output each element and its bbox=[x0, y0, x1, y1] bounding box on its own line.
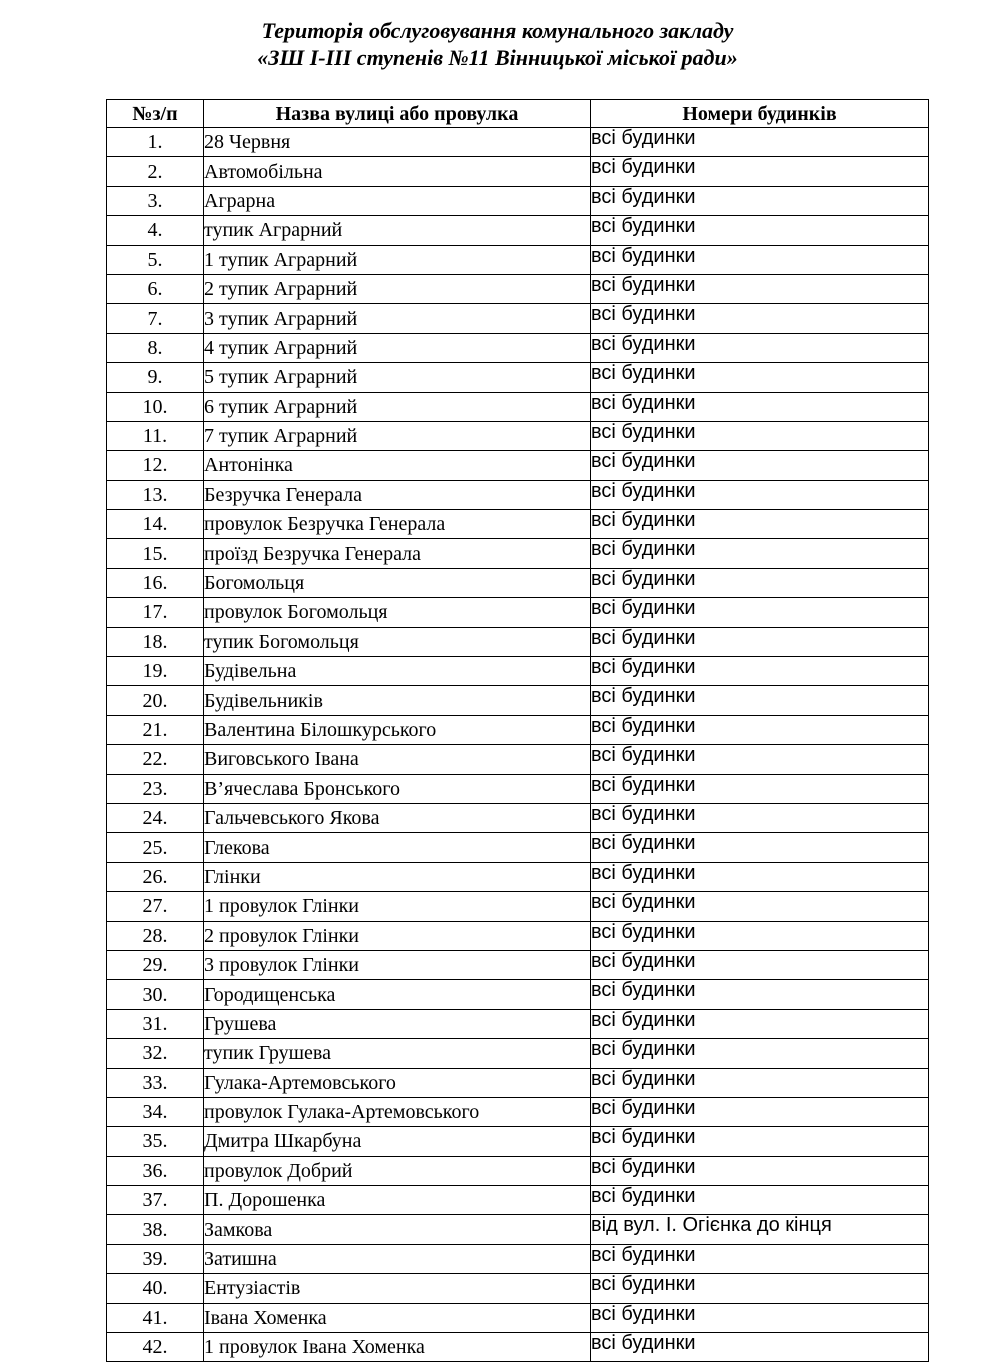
table-row bbox=[107, 1186, 929, 1215]
table-row bbox=[107, 1333, 929, 1362]
table-row bbox=[107, 1127, 929, 1156]
house-numbers: всі будинки bbox=[591, 539, 929, 568]
row-number: 22. bbox=[107, 745, 204, 774]
house-numbers: всі будинки bbox=[591, 921, 929, 950]
street-name: Глінки bbox=[204, 862, 591, 891]
house-numbers: всі будинки bbox=[591, 892, 929, 921]
table-row bbox=[107, 363, 929, 392]
row-number: 23. bbox=[107, 774, 204, 803]
row-number: 41. bbox=[107, 1303, 204, 1332]
street-name: 3 тупик Аграрний bbox=[204, 304, 591, 333]
house-numbers: всі будинки bbox=[591, 568, 929, 597]
table-row bbox=[107, 245, 929, 274]
house-numbers: всі будинки bbox=[591, 451, 929, 480]
street-name: 28 Червня bbox=[204, 128, 591, 157]
street-name: Замкова bbox=[204, 1215, 591, 1244]
house-numbers: всі будинки bbox=[591, 216, 929, 245]
table-row bbox=[107, 921, 929, 950]
street-name: тупик Богомольця bbox=[204, 627, 591, 656]
table-row bbox=[107, 421, 929, 450]
street-name: 1 провулок Глінки bbox=[204, 892, 591, 921]
house-numbers: всі будинки bbox=[591, 1244, 929, 1273]
house-numbers: всі будинки bbox=[591, 774, 929, 803]
table-row bbox=[107, 392, 929, 421]
house-numbers: всі будинки bbox=[591, 333, 929, 362]
row-number: 37. bbox=[107, 1186, 204, 1215]
house-numbers: всі будинки bbox=[591, 1009, 929, 1038]
table-row bbox=[107, 274, 929, 303]
table-row bbox=[107, 480, 929, 509]
street-name: Будівельників bbox=[204, 686, 591, 715]
street-name: 3 провулок Глінки bbox=[204, 950, 591, 979]
row-number: 1. bbox=[107, 128, 204, 157]
house-numbers: всі будинки bbox=[591, 480, 929, 509]
row-number: 39. bbox=[107, 1244, 204, 1273]
row-number: 32. bbox=[107, 1039, 204, 1068]
street-name: Грушева bbox=[204, 1009, 591, 1038]
table-row bbox=[107, 862, 929, 891]
row-number: 25. bbox=[107, 833, 204, 862]
row-number: 30. bbox=[107, 980, 204, 1009]
street-name: тупик Аграрний bbox=[204, 216, 591, 245]
header-street: Назва вулиці або провулка bbox=[204, 100, 591, 128]
table-row bbox=[107, 745, 929, 774]
street-name: Гальчевського Якова bbox=[204, 803, 591, 832]
row-number: 27. bbox=[107, 892, 204, 921]
house-numbers: всі будинки bbox=[591, 1156, 929, 1185]
street-name: 2 тупик Аграрний bbox=[204, 274, 591, 303]
row-number: 5. bbox=[107, 245, 204, 274]
row-number: 10. bbox=[107, 392, 204, 421]
row-number: 28. bbox=[107, 921, 204, 950]
row-number: 38. bbox=[107, 1215, 204, 1244]
house-numbers: всі будинки bbox=[591, 657, 929, 686]
street-name: Богомольця bbox=[204, 568, 591, 597]
house-numbers: всі будинки bbox=[591, 421, 929, 450]
house-numbers: всі будинки bbox=[591, 980, 929, 1009]
house-numbers: всі будинки bbox=[591, 1303, 929, 1332]
house-numbers: всі будинки bbox=[591, 1333, 929, 1362]
table-row bbox=[107, 128, 929, 157]
house-numbers: від вул. І. Огієнка до кінця bbox=[591, 1215, 929, 1244]
street-name: Затишна bbox=[204, 1244, 591, 1273]
table-row bbox=[107, 686, 929, 715]
house-numbers: всі будинки bbox=[591, 1068, 929, 1097]
house-numbers: всі будинки bbox=[591, 157, 929, 186]
table-row bbox=[107, 1303, 929, 1332]
row-number: 40. bbox=[107, 1274, 204, 1303]
street-name: Антонінка bbox=[204, 451, 591, 480]
house-numbers: всі будинки bbox=[591, 245, 929, 274]
house-numbers: всі будинки bbox=[591, 1039, 929, 1068]
street-name: провулок Безручка Генерала bbox=[204, 510, 591, 539]
table-row bbox=[107, 627, 929, 656]
row-number: 29. bbox=[107, 950, 204, 979]
street-name: В’ячеслава Бронського bbox=[204, 774, 591, 803]
street-name: 2 провулок Глінки bbox=[204, 921, 591, 950]
house-numbers: всі будинки bbox=[591, 1097, 929, 1126]
house-numbers: всі будинки bbox=[591, 363, 929, 392]
street-name: Дмитра Шкарбуна bbox=[204, 1127, 591, 1156]
street-name: провулок Гулака-Артемовського bbox=[204, 1097, 591, 1126]
table-row bbox=[107, 568, 929, 597]
document-title-line-1: Територія обслуговування комунального закладу bbox=[261, 18, 734, 43]
row-number: 31. bbox=[107, 1009, 204, 1038]
row-number: 13. bbox=[107, 480, 204, 509]
table-row bbox=[107, 1274, 929, 1303]
row-number: 35. bbox=[107, 1127, 204, 1156]
street-name: Гулака-Артемовського bbox=[204, 1068, 591, 1097]
table-row bbox=[107, 980, 929, 1009]
table-row bbox=[107, 1097, 929, 1126]
table-row bbox=[107, 598, 929, 627]
row-number: 15. bbox=[107, 539, 204, 568]
street-name: 7 тупик Аграрний bbox=[204, 421, 591, 450]
house-numbers: всі будинки bbox=[591, 186, 929, 215]
row-number: 7. bbox=[107, 304, 204, 333]
house-numbers: всі будинки bbox=[591, 715, 929, 744]
row-number: 33. bbox=[107, 1068, 204, 1097]
house-numbers: всі будинки bbox=[591, 598, 929, 627]
table-row bbox=[107, 1068, 929, 1097]
table-row bbox=[107, 1244, 929, 1273]
row-number: 18. bbox=[107, 627, 204, 656]
table-row bbox=[107, 803, 929, 832]
table-row bbox=[107, 216, 929, 245]
street-name: Аграрна bbox=[204, 186, 591, 215]
table-row bbox=[107, 157, 929, 186]
table-row bbox=[107, 333, 929, 362]
house-numbers: всі будинки bbox=[591, 686, 929, 715]
street-name: Будівельна bbox=[204, 657, 591, 686]
table-row bbox=[107, 539, 929, 568]
street-name: Ентузіастів bbox=[204, 1274, 591, 1303]
table-row bbox=[107, 510, 929, 539]
table-row bbox=[107, 833, 929, 862]
street-name: Городищенська bbox=[204, 980, 591, 1009]
house-numbers: всі будинки bbox=[591, 745, 929, 774]
street-name: 6 тупик Аграрний bbox=[204, 392, 591, 421]
table-row bbox=[107, 1156, 929, 1185]
house-numbers: всі будинки bbox=[591, 803, 929, 832]
street-name: Автомобільна bbox=[204, 157, 591, 186]
row-number: 14. bbox=[107, 510, 204, 539]
row-number: 20. bbox=[107, 686, 204, 715]
header-number: №з/п bbox=[107, 100, 204, 128]
street-name: П. Дорошенка bbox=[204, 1186, 591, 1215]
row-number: 36. bbox=[107, 1156, 204, 1185]
table-row bbox=[107, 451, 929, 480]
row-number: 21. bbox=[107, 715, 204, 744]
street-name: провулок Добрий bbox=[204, 1156, 591, 1185]
street-name: провулок Богомольця bbox=[204, 598, 591, 627]
house-numbers: всі будинки bbox=[591, 1186, 929, 1215]
row-number: 8. bbox=[107, 333, 204, 362]
table-row bbox=[107, 1039, 929, 1068]
street-name: 1 тупик Аграрний bbox=[204, 245, 591, 274]
table-row bbox=[107, 950, 929, 979]
table-row bbox=[107, 715, 929, 744]
street-name: 5 тупик Аграрний bbox=[204, 363, 591, 392]
row-number: 26. bbox=[107, 862, 204, 891]
row-number: 19. bbox=[107, 657, 204, 686]
row-number: 16. bbox=[107, 568, 204, 597]
table-row bbox=[107, 892, 929, 921]
house-numbers: всі будинки bbox=[591, 392, 929, 421]
street-name: Валентина Білошкурського bbox=[204, 715, 591, 744]
house-numbers: всі будинки bbox=[591, 510, 929, 539]
table-row bbox=[107, 186, 929, 215]
street-name: Виговського Івана bbox=[204, 745, 591, 774]
street-name: 4 тупик Аграрний bbox=[204, 333, 591, 362]
street-name: Івана Хоменка bbox=[204, 1303, 591, 1332]
table-row bbox=[107, 657, 929, 686]
house-numbers: всі будинки bbox=[591, 862, 929, 891]
table-header-row bbox=[107, 100, 929, 128]
street-name: проїзд Безручка Генерала bbox=[204, 539, 591, 568]
house-numbers: всі будинки bbox=[591, 627, 929, 656]
table-row bbox=[107, 304, 929, 333]
street-name: тупик Грушева bbox=[204, 1039, 591, 1068]
row-number: 12. bbox=[107, 451, 204, 480]
house-numbers: всі будинки bbox=[591, 1127, 929, 1156]
table-row bbox=[107, 1215, 929, 1244]
row-number: 6. bbox=[107, 274, 204, 303]
table-body bbox=[107, 128, 929, 1362]
document-title-line-2: «ЗШ I-III ступенів №11 Вінницької міської ради» bbox=[257, 45, 738, 70]
street-name: Безручка Генерала bbox=[204, 480, 591, 509]
house-numbers: всі будинки bbox=[591, 128, 929, 157]
house-numbers: всі будинки bbox=[591, 950, 929, 979]
row-number: 34. bbox=[107, 1097, 204, 1126]
row-number: 9. bbox=[107, 363, 204, 392]
row-number: 42. bbox=[107, 1333, 204, 1362]
house-numbers: всі будинки bbox=[591, 274, 929, 303]
house-numbers: всі будинки bbox=[591, 1274, 929, 1303]
house-numbers: всі будинки bbox=[591, 304, 929, 333]
table-row bbox=[107, 1009, 929, 1038]
streets-table bbox=[106, 99, 929, 1362]
street-name: Глекова bbox=[204, 833, 591, 862]
header-houses: Номери будинків bbox=[591, 100, 929, 128]
street-name: 1 провулок Івана Хоменка bbox=[204, 1333, 591, 1362]
table-row bbox=[107, 774, 929, 803]
row-number: 4. bbox=[107, 216, 204, 245]
house-numbers: всі будинки bbox=[591, 833, 929, 862]
row-number: 2. bbox=[107, 157, 204, 186]
row-number: 24. bbox=[107, 803, 204, 832]
row-number: 11. bbox=[107, 421, 204, 450]
row-number: 17. bbox=[107, 598, 204, 627]
row-number: 3. bbox=[107, 186, 204, 215]
